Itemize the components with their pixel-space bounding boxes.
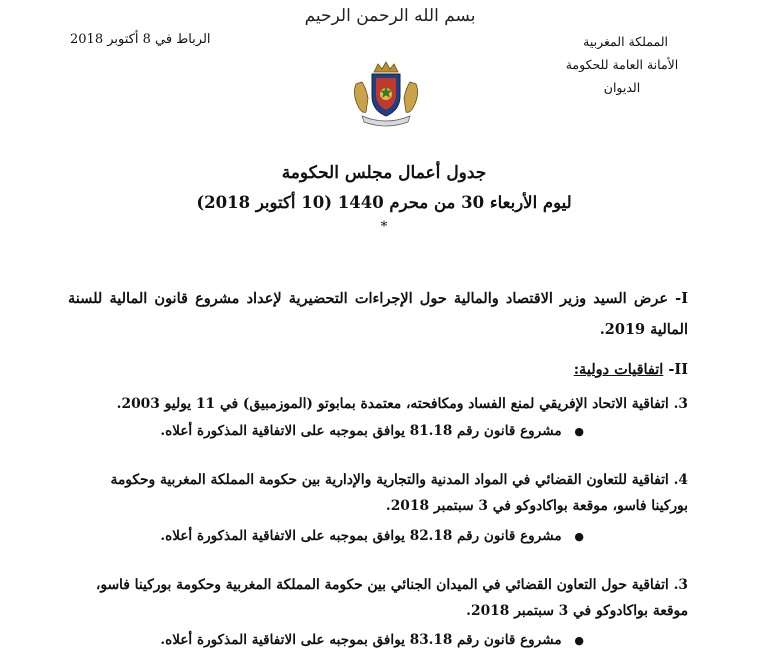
coat-of-arms-icon [348,58,424,128]
draft-law-text: مشروع قانون رقم 82.18 يوافق بموجبه على الاتفاقية المذكورة أعلاه. [160,528,562,544]
agreement-item [70,391,688,417]
title-main: جدول أعمال مجلس الحكومة [281,163,487,183]
agenda-title [0,158,768,234]
draft-law-text: مشروع قانون رقم 83.18 يوافق بموجبه على الاتفاقية المذكورة أعلاه. [160,632,562,648]
section-1-text: عرض السيد وزير الاقتصاد والمالية حول الإجراءات التحضيرية لإعداد مشروع قانون المالية للسنة المالية 2019. [68,290,688,338]
org-cabinet: الديوان [603,80,641,95]
draft-law-bullet [64,419,584,444]
title-date: ليوم الأربعاء 30 من محرم 1440 (10 أكتوبر 2018) [196,193,572,212]
item-text: اتفاقية للتعاون القضائي في المواد المدنية والتجارية والإدارية بين حكومة المملكة المغربية وحكومة بوركينا فاسو، موقعة بواكادوكو في 3 سبتمبر 2018. [110,472,688,514]
item-number: 3. [673,577,688,593]
org-secretariat: الأمانة العامة للحكومة [565,57,679,72]
bullet-icon: ● [574,425,584,438]
item-number: 3. [673,396,688,412]
draft-law-bullet [64,524,584,549]
title-star: * [380,219,388,235]
section-1 [68,283,688,345]
section-2-heading [574,361,688,378]
item-text: اتفاقية حول التعاون القضائي في الميدان الجنائي بين حكومة المملكة المغربية وحكومة بوركينا فاسو، موقعة بواكادوكو في 3 سبتمبر 2018. [95,577,688,619]
draft-law-text: مشروع قانون رقم 81.18 يوافق بموجبه على الاتفاقية المذكورة أعلاه. [160,423,562,439]
draft-law-bullet [64,628,584,653]
section-2-title: اتفاقيات دولية: [573,361,664,378]
bullet-icon: ● [574,530,584,543]
agreement-item [70,467,688,519]
section-1-number: I- [675,290,688,307]
issuing-authority [542,30,702,99]
bullet-icon: ● [574,634,584,647]
org-kingdom: المملكة المغربية [583,34,668,49]
agreement-item [70,572,688,624]
item-text: اتفاقية الاتحاد الإفريقي لمنع الفساد ومكافحته، معتمدة بمابوتو (الموزمبيق) في 11 يوليو 2003. [116,396,669,412]
place-date: الرباط في 8 أكتوبر 2018 [70,32,211,47]
basmala-calligraphy: بسم الله الرحمن الرحيم [304,6,476,26]
item-number: 4. [673,472,688,488]
section-2-number: II- [668,361,688,378]
